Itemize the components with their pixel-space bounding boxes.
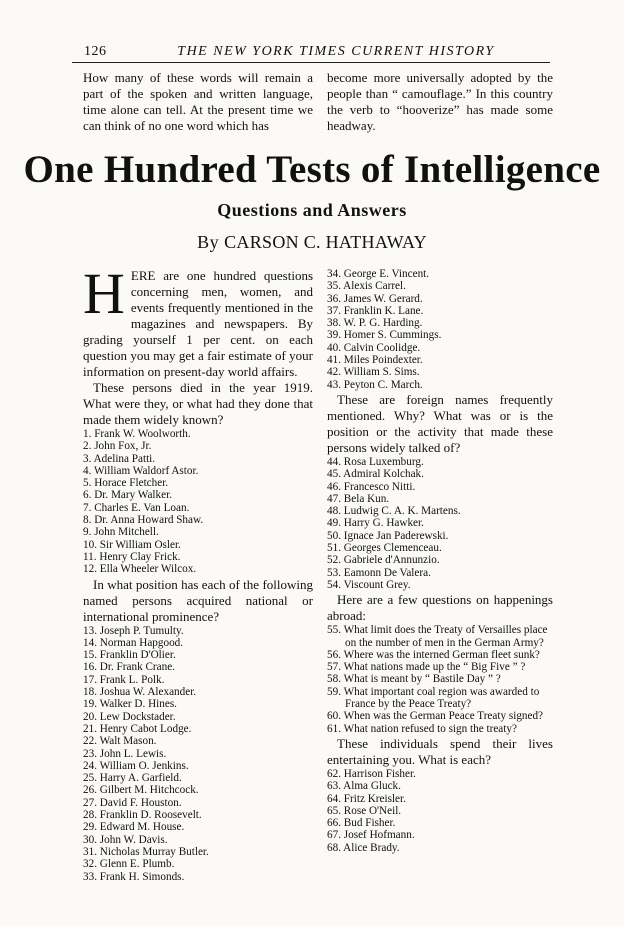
left-column: [83, 261, 313, 883]
list-item: 16. Dr. Frank Crane.: [83, 661, 175, 674]
section5-list: [327, 768, 553, 854]
list-item: 66. Bud Fisher.: [327, 817, 396, 830]
intro-right: become more universally adopted by the people than “ camouflage.” In this country the verb to “hooverize” has made some headway.: [327, 70, 553, 133]
list-item: 44. Rosa Luxemburg.: [327, 455, 424, 468]
list-item: 42. William S. Sims.: [327, 366, 420, 379]
list-item: 9. John Mitchell.: [83, 526, 159, 539]
section2-list: [83, 625, 313, 883]
list-item: 36. James W. Gerard.: [327, 292, 423, 305]
list-item: 4. William Waldorf Astor.: [83, 464, 199, 477]
list-item: 35. Alexis Carrel.: [327, 280, 406, 293]
lead-text: ERE are one hundred questions concerning men, women, and events frequently mentioned in the magazines and newspapers. By grading yourself 1 per cent. on each question you may get a fair estimate of your information on present-day world affairs.: [83, 268, 313, 379]
list-item: 10. Sir William Osler.: [83, 538, 181, 551]
list-item: 59. What important coal region was awarded to France by the Peace Treaty?: [327, 685, 540, 711]
list-item: 57. What nations made up the “ Big Five ” ?: [327, 661, 526, 674]
list-item: 68. Alice Brady.: [327, 841, 400, 854]
section4-prompt: Here are a few questions on happenings abroad:: [327, 592, 553, 624]
list-item: 7. Charles E. Van Loan.: [83, 501, 190, 514]
list-item: 6. Dr. Mary Walker.: [83, 489, 172, 502]
list-item: 23. John L. Lewis.: [83, 747, 167, 760]
page-number: 126: [84, 44, 107, 59]
list-item: 52. Gabriele d'Annunzio.: [327, 554, 440, 567]
list-item: 17. Frank L. Polk.: [83, 673, 165, 686]
section1-list: [83, 428, 313, 576]
list-item: 50. Ignace Jan Paderewski.: [327, 529, 449, 542]
byline: [0, 232, 624, 253]
list-item: 49. Harry G. Hawker.: [327, 517, 424, 530]
list-item: 37. Franklin K. Lane.: [327, 304, 424, 317]
list-item: 58. What is meant by “ Bastile Day ” ?: [327, 673, 501, 686]
list-item: 60. When was the German Peace Treaty signed?: [327, 710, 544, 723]
section2-prompt: In what position has each of the following named persons acquired national or international prominence?: [83, 576, 313, 624]
list-item: 34. George E. Vincent.: [327, 268, 430, 280]
list-item: 20. Lew Dockstader.: [83, 710, 176, 723]
section2-list-continued: [327, 268, 553, 391]
list-item: 41. Miles Poindexter.: [327, 354, 423, 367]
list-item: 67. Josef Hofmann.: [327, 829, 415, 842]
list-item: 54. Viscount Grey.: [327, 578, 411, 591]
list-item: 13. Joseph P. Tumulty.: [83, 624, 184, 637]
list-item: 48. Ludwig C. A. K. Martens.: [327, 505, 461, 518]
list-item: 64. Fritz Kreisler.: [327, 792, 406, 805]
list-item: 24. William O. Jenkins.: [83, 759, 189, 772]
article-subtitle: Questions and Answers: [217, 200, 407, 220]
section5-prompt: These individuals spend their lives entertaining you. What is each?: [327, 735, 553, 767]
list-item: 27. David F. Houston.: [83, 796, 182, 809]
list-item: 39. Homer S. Cummings.: [327, 329, 442, 342]
list-item: 45. Admiral Kolchak.: [327, 468, 424, 481]
right-column: [327, 268, 553, 854]
list-item: 46. Francesco Nitti.: [327, 480, 416, 493]
byline-prefix: By: [197, 232, 220, 252]
list-item: 18. Joshua W. Alexander.: [83, 686, 197, 699]
list-item: 61. What nation refused to sign the treaty?: [327, 722, 517, 735]
list-item: 21. Henry Cabot Lodge.: [83, 722, 192, 735]
list-item: 29. Edward M. House.: [83, 821, 185, 834]
list-item: 1. Frank W. Woolworth.: [83, 428, 191, 440]
section3-prompt: These are foreign names frequently mentioned. Why? What was or is the position or the activity that made these persons widely talked of?: [327, 391, 553, 455]
list-item: 15. Franklin D'Olier.: [83, 649, 176, 662]
list-item: 53. Eamonn De Valera.: [327, 566, 431, 579]
list-item: 2. John Fox, Jr.: [83, 440, 152, 453]
list-item: 32. Glenn E. Plumb.: [83, 858, 175, 871]
list-item: 14. Norman Hapgood.: [83, 636, 184, 649]
list-item: 25. Harry A. Garfield.: [83, 772, 182, 785]
list-item: 63. Alma Gluck.: [327, 780, 401, 793]
section4-list: [327, 624, 553, 735]
list-item: 62. Harrison Fisher.: [327, 767, 416, 780]
section1-prompt: These persons died in the year 1919. What were they, or what had they done that made them widely known?: [83, 380, 313, 427]
list-item: 40. Calvin Coolidge.: [327, 341, 421, 354]
list-item: 55. What limit does the Treaty of Versailles place on the number of men in the German Army?: [327, 624, 548, 649]
list-item: 26. Gilbert M. Hitchcock.: [83, 784, 199, 797]
list-item: 11. Henry Clay Frick.: [83, 550, 181, 563]
list-item: 33. Frank H. Simonds.: [83, 870, 185, 883]
running-head: THE NEW YORK TIMES CURRENT HISTORY: [177, 44, 495, 59]
list-item: 47. Bela Kun.: [327, 492, 390, 505]
list-item: 3. Adelina Patti.: [83, 452, 156, 465]
running-header: [72, 44, 550, 63]
article-title: One Hundred Tests of Intelligence: [23, 148, 601, 191]
list-item: 65. Rose O'Neil.: [327, 804, 402, 817]
list-item: 19. Walker D. Hines.: [83, 698, 177, 711]
list-item: 43. Peyton C. March.: [327, 378, 423, 391]
list-item: 5. Horace Fletcher.: [83, 477, 169, 490]
list-item: 51. Georges Clemenceau.: [327, 542, 442, 555]
lead-paragraph: [83, 261, 313, 380]
section3-list: [327, 456, 553, 591]
drop-cap: H: [83, 261, 125, 326]
list-item: 38. W. P. G. Harding.: [327, 317, 423, 330]
list-item: 31. Nicholas Murray Butler.: [83, 845, 209, 858]
list-item: 30. John W. Davis.: [83, 833, 168, 846]
intro-left: How many of these words will remain a part of the spoken and written language, time alone can tell. At the present time we can think of no one word which has: [83, 70, 313, 133]
list-item: 8. Dr. Anna Howard Shaw.: [83, 514, 204, 527]
list-item: 56. Where was the interned German fleet sunk?: [327, 648, 540, 661]
list-item: 28. Franklin D. Roosevelt.: [83, 809, 202, 822]
author-name: CARSON C. HATHAWAY: [224, 232, 427, 252]
list-item: 12. Ella Wheeler Wilcox.: [83, 563, 197, 576]
list-item: 22. Walt Mason.: [83, 735, 157, 748]
